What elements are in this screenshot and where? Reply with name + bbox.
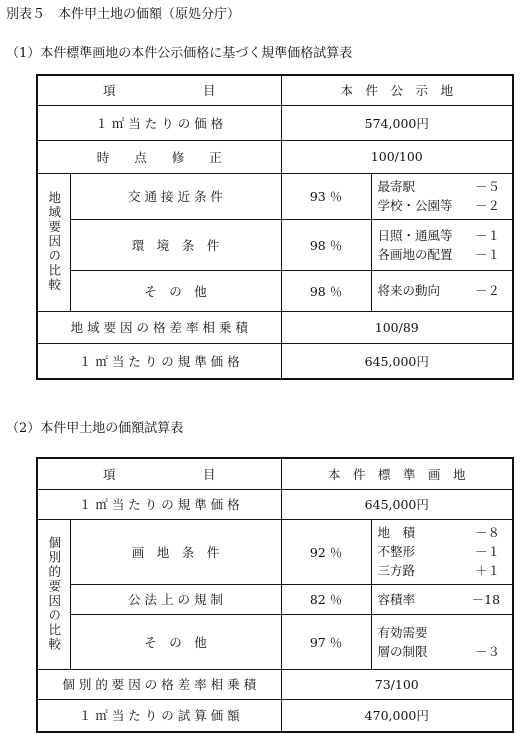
note-value: －８ xyxy=(475,525,501,540)
document-title: 別表５ 本件甲土地の価額（原処分庁） xyxy=(6,7,241,22)
table1-header-value: 本 件 公 示 地 xyxy=(281,75,513,105)
table2-header-row xyxy=(37,458,513,489)
table1-factor-notes xyxy=(371,219,513,270)
table2-factor-row xyxy=(37,519,513,584)
note-name: 各画地の配置 xyxy=(377,246,453,262)
table2-header-value: 本 件 標 準 画 地 xyxy=(281,458,513,489)
table2-factor-notes xyxy=(371,584,513,614)
table2-factor-pct: 82 ％ xyxy=(281,584,371,614)
table1-product-value: 100/89 xyxy=(281,311,513,343)
table1-header-item: 項 目 xyxy=(37,75,281,105)
table1-product-label: 地 域 要 因 の 格 差 率 相 乗 積 xyxy=(37,311,281,343)
table1-unit-price-value: 574,000円 xyxy=(281,105,513,140)
table2-product-label: 個 別 的 要 因 の 格 差 率 相 乗 積 xyxy=(37,669,281,699)
note-value: ＋１ xyxy=(475,563,501,578)
table1-unit-price-row xyxy=(37,105,513,140)
table2-factor-row xyxy=(37,614,513,669)
table1-factor-pct: 93 ％ xyxy=(281,173,371,219)
table1-factor-pct: 98 ％ xyxy=(281,270,371,311)
table1-product-row xyxy=(37,311,513,343)
table1-factor-label: そ の 他 xyxy=(70,270,281,311)
table1-time-adjust-value: 100/100 xyxy=(281,140,513,173)
table2-factor-label: そ の 他 xyxy=(70,614,281,669)
table2-factor-label: 公 法 上 の 規 制 xyxy=(70,584,281,614)
table2-product-value: 73/100 xyxy=(281,669,513,699)
table1-factor-notes xyxy=(371,270,513,311)
note-name: 日照・通風等 xyxy=(377,227,453,243)
table2-unit-price-row xyxy=(37,489,513,519)
table2-unit-price-value: 645,000円 xyxy=(281,489,513,519)
table1-unit-price-label: １ ㎡ 当 た り の 価 格 xyxy=(37,105,281,140)
standard-price-table xyxy=(36,74,514,380)
table1-time-adjust-label: 時 点 修 正 xyxy=(37,140,281,173)
note-value: －２ xyxy=(475,283,501,298)
section2-heading: （2）本件甲土地の価額試算表 xyxy=(6,421,184,436)
table2-factor-pct: 97 ％ xyxy=(281,614,371,669)
table1-factor-notes xyxy=(371,173,513,219)
table1-result-row xyxy=(37,343,513,379)
land-value-table xyxy=(36,457,514,733)
table2-result-row xyxy=(37,699,513,732)
note-value: －１ xyxy=(475,227,501,243)
note-name: 将来の動向 xyxy=(377,283,441,298)
table1-result-value: 645,000円 xyxy=(281,343,513,379)
table2-factor-row xyxy=(37,584,513,614)
note-name: 最寄駅 xyxy=(377,179,416,194)
note-name: 三方路 xyxy=(377,563,416,578)
table1-factor-pct: 98 ％ xyxy=(281,219,371,270)
table2-factor-notes xyxy=(371,614,513,669)
note-value: －２ xyxy=(475,198,501,213)
note-value: －３ xyxy=(475,643,501,659)
table1-group-label: 地域要因の比較 xyxy=(37,173,70,311)
table1-factor-label: 交 通 接 近 条 件 xyxy=(70,173,281,219)
table1-time-adjust-row xyxy=(37,140,513,173)
note-value: －１ xyxy=(475,246,501,262)
note-name: 不整形 xyxy=(377,544,416,559)
table1-header-row xyxy=(37,75,513,105)
section1-heading: （1）本件標準画地の本件公示価格に基づく規準価格試算表 xyxy=(6,46,353,61)
table1-factor-label: 環 境 条 件 xyxy=(70,219,281,270)
table2-factor-notes xyxy=(371,519,513,584)
table2-result-label: １ ㎡ 当 た り の 試 算 価 額 xyxy=(37,699,281,732)
table2-factor-pct: 92 ％ xyxy=(281,519,371,584)
note-name: 有効需要 xyxy=(377,624,428,640)
table2-product-row xyxy=(37,669,513,699)
note-name: 地 積 xyxy=(377,525,416,540)
note-value: －５ xyxy=(475,179,501,194)
table2-unit-price-label: １ ㎡ 当 た り の 規 準 価 格 xyxy=(37,489,281,519)
table1-result-label: １ ㎡ 当 た り の 規 準 価 格 xyxy=(37,343,281,379)
note-name: 層の制限 xyxy=(377,643,428,659)
note-value: －18 xyxy=(471,591,501,607)
note-name: 容積率 xyxy=(377,591,416,607)
table1-factor-row xyxy=(37,219,513,270)
table2-header-item: 項 目 xyxy=(37,458,281,489)
note-name: 学校・公園等 xyxy=(377,198,453,213)
table2-result-value: 470,000円 xyxy=(281,699,513,732)
table1-factor-row xyxy=(37,173,513,219)
note-value: －１ xyxy=(475,544,501,559)
table1-factor-row xyxy=(37,270,513,311)
table2-factor-label: 画 地 条 件 xyxy=(70,519,281,584)
table2-group-label: 個別的要因の比較 xyxy=(37,519,70,669)
